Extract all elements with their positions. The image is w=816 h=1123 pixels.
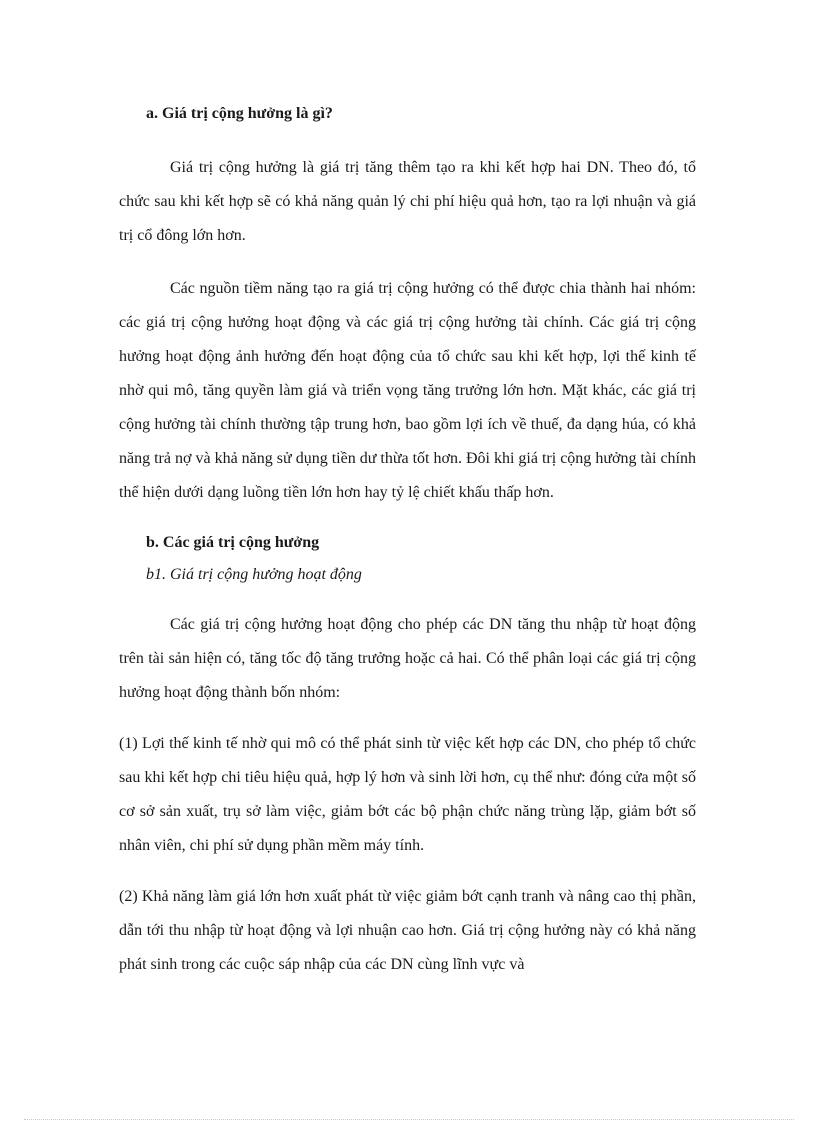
section-b1-intro-paragraph: Các giá trị cộng hưởng hoạt động cho phép các DN tăng thu nhập từ hoạt động trên tài sản hiện có, tăng tốc độ tăng trưởng hoặc cả hai. Có thể phân loại các giá trị cộng hưởng hoạt động thành bốn nhóm: — [119, 616, 696, 701]
page-bottom-divider — [24, 1119, 794, 1120]
list-item-1: (1) Lợi thế kinh tế nhờ qui mô có thể phát sinh từ việc kết hợp các DN, cho phép tổ chức sau khi kết hợp chi tiêu hiệu quả, hợp lý hơn và sinh lời hơn, cụ thể như: đóng cửa một số cơ sở sản xuất, trụ sở làm việc, giảm bớt các bộ phận chức năng trùng lặp, giảm bớt số nhân viên, chi phí sử dụng phần mềm máy tính. — [119, 735, 696, 854]
list-item-2: (2) Khả năng làm giá lớn hơn xuất phát từ việc giảm bớt cạnh tranh và nâng cao thị phần, dẫn tới thu nhập từ hoạt động và lợi nhuận cao hơn. Giá trị cộng hưởng này có khả năng phát sinh trong các cuộc sáp nhập của các DN cùng lĩnh vực và — [119, 888, 696, 973]
section-a-paragraph-1: Giá trị cộng hưởng là giá trị tăng thêm tạo ra khi kết hợp hai DN. Theo đó, tổ chức sau khi kết hợp sẽ có khả năng quản lý chi phí hiệu quả hơn, tạo ra lợi nhuận và giá trị cổ đông lớn hơn. — [119, 159, 696, 244]
section-b1-subheading: b1. Giá trị cộng hưởng hoạt động — [146, 566, 362, 583]
section-b-heading: b. Các giá trị cộng hưởng — [146, 534, 320, 551]
section-a-heading: a. Giá trị cộng hưởng là gì? — [146, 105, 333, 122]
document-body — [119, 98, 696, 982]
section-a-paragraph-2: Các nguồn tiềm năng tạo ra giá trị cộng hưởng có thể được chia thành hai nhóm: các giá trị cộng hưởng hoạt động và các giá trị cộng hưởng tài chính. Các giá trị cộng hưởng hoạt động ảnh hưởng đến hoạt động của tổ chức sau khi kết hợp, lợi thế kinh tế nhờ qui mô, tăng quyền làm giá và triển vọng tăng trưởng lớn hơn. Mặt khác, các giá trị cộng hưởng tài chính thường tập trung hơn, bao gồm lợi ích về thuế, đa dạng húa, có khả năng trả nợ và khả năng sử dụng tiền dư thừa tốt hơn. Đôi khi giá trị cộng hưởng tài chính thể hiện dưới dạng luồng tiền lớn hơn hay tỷ lệ chiết khấu thấp hơn. — [119, 280, 696, 501]
